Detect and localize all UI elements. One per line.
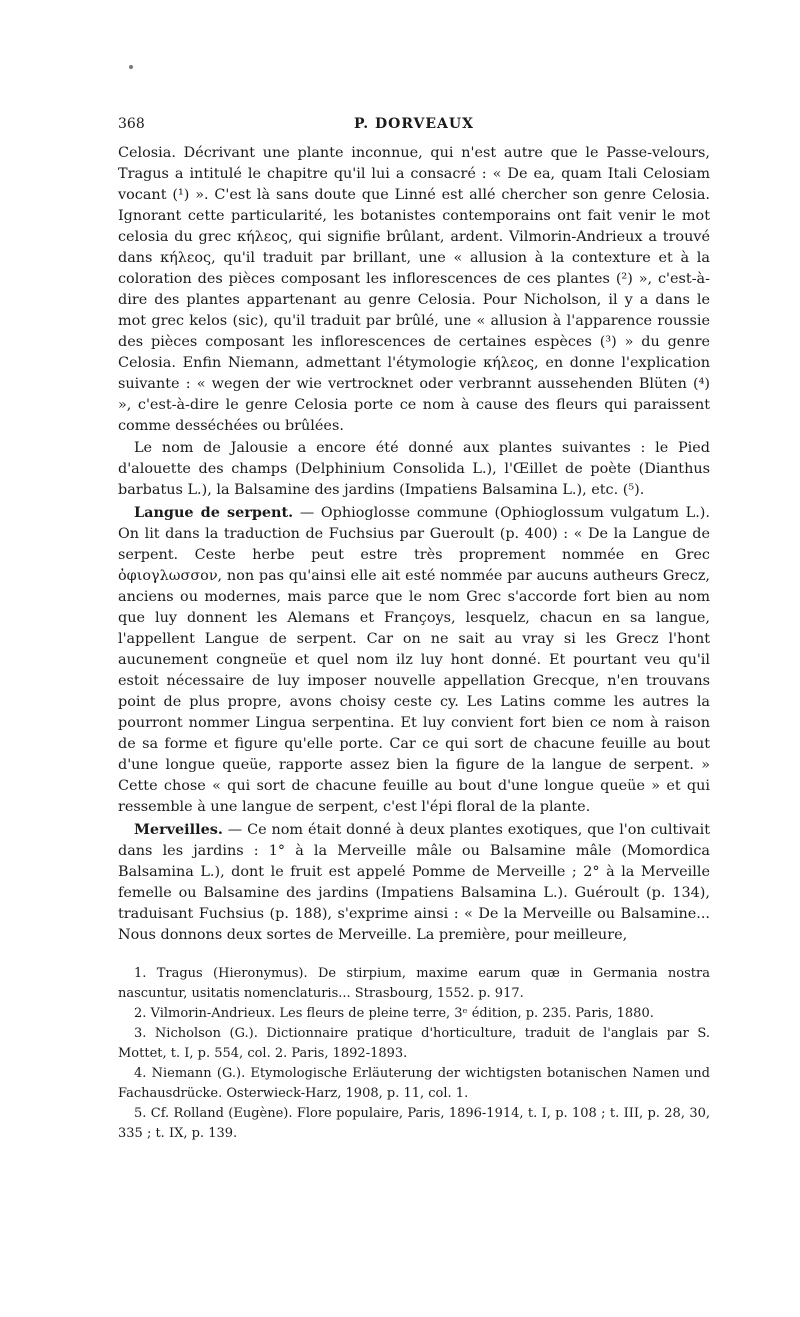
footnote-5: 5. Cf. Rolland (Eugène). Flore populaire, Paris, 1896-1914, t. I, p. 108 ; t. III, p. 28, 30, 335 ; t. IX, p. 139.: [118, 1106, 710, 1141]
entry-heading-merveilles: Merveilles.: [134, 821, 223, 838]
entry-text-langue-de-serpent: — Ophioglosse commune (Ophioglossum vulgatum L.). On lit dans la traduction de Fuchsius par Gueroult (p. 400) : « De la Langue de serpent. Ceste herbe peut estre très proprement nommée en Grec ὀφιογλωσσον, non pas qu'ainsi elle ait esté nommée par aucuns autheurs Grecz, anciens ou modernes, mais parce que le nom Grec s'accorde fort bien au nom que luy donnent les Alemans et Françoys, lesquelz, chacun en sa langue, l'appellent Langue de serpent. Car on ne sait au vray si les Grecz l'hont aucunement congneüe et quel nom ilz luy hont donné. Et pourtant veu qu'il estoit nécessaire de luy imposer nouvelle appellation Grecque, n'en trouvans point de plus propre, avons choisy ceste cy. Les Latins comme les autres la pourront nommer Lingua serpentina. Et luy convient fort bien ce nom à raison de sa forme et figure qu'elle porte. Car ce qui sort de chacune feuille au bout d'une longue queüe, rapporte assez bien la figure de la langue de serpent. » Cette chose « qui sort de chacune feuille au bout d'une longue queüe » et qui ressemble à une langue de serpent, c'est l'épi floral de la plante.: [118, 505, 710, 815]
entry-heading-langue-de-serpent: Langue de serpent.: [134, 504, 294, 521]
footnote-1: 1. Tragus (Hieronymus). De stirpium, maxime earum quæ in Germania nostra nascuntur, usitatis nomenclaturis... Strasbourg, 1552. p. 917.: [118, 966, 710, 1001]
paragraph-jalousie: Le nom de Jalousie a encore été donné aux plantes suivantes : le Pied d'alouette des champs (Delphinium Consolida L.), l'Œillet de poète (Dianthus barbatus L.), la Balsamine des jardins (Impatiens Balsamina L.), etc. (⁵).: [118, 440, 710, 498]
paragraph-celosia: Celosia. Décrivant une plante inconnue, qui n'est autre que le Passe-velours, Tragus a intitulé le chapitre qu'il lui a consacré : « De ea, quam Itali Celosiam vocant (¹) ». C'est là sans doute que Linné est allé chercher son genre Celosia. Ignorant cette particularité, les botanistes contemporains ont fait venir le mot celosia du grec κήλεος, qui signifie brûlant, ardent. Vilmorin-Andrieux a trouvé dans κήλεος, qu'il traduit par brillant, une « allusion à la contexture et à la coloration des pièces composant les inflorescences de ces plantes (²) », c'est-à-dire des plantes appartenant au genre Celosia. Pour Nicholson, il y a dans le mot grec kelos (sic), qu'il traduit par brûlé, une « allusion à l'apparence roussie des pièces composant les inflorescences de certaines espèces (³) » du genre Celosia. Enfin Niemann, admettant l'étymologie κήλεος, en donne l'explication suivante : « wegen der wie vertrocknet oder verbrannt aussehenden Blüten (⁴) », c'est-à-dire le genre Celosia porte ce nom à cause des fleurs qui paraissent comme desséchées ou brûlées.: [118, 145, 710, 434]
page-header: [118, 116, 710, 136]
footnotes: [118, 964, 710, 1144]
footnote-4: 4. Niemann (G.). Etymologische Erläuterung der wichtigsten botanischen Namen und Fachausdrücke. Osterwieck-Harz, 1908, p. 11, col. 1.: [118, 1066, 710, 1101]
footnote-2: 2. Vilmorin-Andrieux. Les fleurs de pleine terre, 3ᵉ édition, p. 235. Paris, 1880.: [134, 1006, 654, 1021]
entry-text-merveilles: — Ce nom était donné à deux plantes exotiques, que l'on cultivait dans les jardins : 1° à la Merveille mâle ou Balsamine mâle (Momordica Balsamina L.), dont le fruit est appelé Pomme de Merveille ; 2° à la Merveille femelle ou Balsamine des jardins (Impatiens Balsamina L.). Guéroult (p. 134), traduisant Fuchsius (p. 188), s'exprime ainsi : « De la Merveille ou Balsamine... Nous donnons deux sortes de Merveille. La première, pour meilleure,: [118, 822, 710, 943]
scan-speck: [129, 65, 133, 69]
running-head: P. DORVEAUX: [354, 116, 474, 132]
footnote-3: 3. Nicholson (G.). Dictionnaire pratique d'horticulture, traduit de l'anglais par S. Mottet, t. I, p. 554, col. 2. Paris, 1892-1893.: [118, 1026, 710, 1061]
paragraph-langue-de-serpent: [118, 502, 710, 818]
body-text: [118, 143, 710, 946]
page-number: 368: [118, 116, 145, 132]
paragraph-merveilles: [118, 819, 710, 946]
